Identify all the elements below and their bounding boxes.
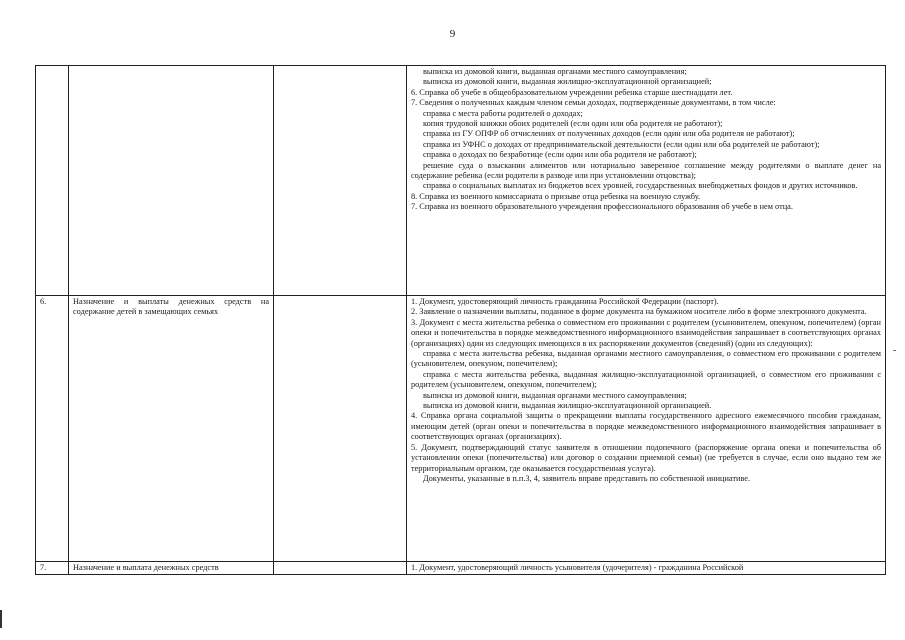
table-row bbox=[36, 66, 886, 296]
doc-line: решение суда о взыскании алиментов или нотариально заверенное соглашение между родителями о выплате денег на содержание ребенка (если родители в разводе или при установлении отцовства); bbox=[411, 160, 881, 181]
service-name-cell bbox=[69, 66, 274, 296]
service-name-cell: Назначение и выплаты денежных средств на содержание детей в замещающих семьях bbox=[69, 296, 274, 562]
documents-cell bbox=[407, 562, 886, 575]
doc-line: 7. Сведения о полученных каждым членом семьи доходах, подтвержденные документами, в том числе: bbox=[411, 98, 776, 108]
documents-cell bbox=[407, 66, 886, 296]
row-number-cell: 6. bbox=[36, 296, 69, 562]
scan-edge-mark bbox=[0, 610, 2, 628]
blank-cell bbox=[274, 296, 407, 562]
doc-line: 3. Документ с места жительства ребенка о совместном его проживании с родителем (усыновителем, опекуном, попечителем) (орган опеки и попечительства в порядке межведомственного информационного взаимодействия запрашивает в соответствующих органах (организациях) один из следующих имеющихся в их распоряжении документов (сведений) (один из следующих): bbox=[411, 317, 881, 348]
doc-line: 1. Документ, удостоверяющий личность гражданина Российской Федерации (паспорт). bbox=[411, 297, 719, 306]
row-number-cell bbox=[36, 66, 69, 296]
documents-cell bbox=[407, 296, 886, 562]
service-name-cell: Назначение и выплата денежных средств bbox=[69, 562, 274, 575]
doc-line: 1. Документ, удостоверяющий личность усыновителя (удочерителя) - гражданина Российской bbox=[411, 563, 744, 572]
doc-line: справка из УФНС о доходах от предпринимательской деятельности (если один или оба родителей не работают); bbox=[423, 139, 820, 149]
doc-line: выписка из домовой книги, выданная жилищно-эксплуатационной организацией. bbox=[423, 401, 712, 411]
doc-line: выписка из домовой книги, выданная жилищно-эксплуатационной организацией; bbox=[423, 77, 712, 87]
doc-line: справка о доходах по безработице (если один или оба родителя не работают); bbox=[423, 150, 697, 160]
page-number: 9 bbox=[449, 28, 456, 40]
blank-cell bbox=[274, 562, 407, 575]
doc-line: 4. Справка органа социальной защиты о прекращении выплаты государственного адресного ежемесячного пособия гражданам, имеющим детей (орган опеки и попечительства в порядке межведомственного информационного взаимодействия запрашивает в соответствующих органах (организациях). bbox=[411, 411, 881, 442]
doc-line: справка с места жительства ребенка, выданная жилищно-эксплуатационной организацией, о совместном его проживании с родителем (усыновителем, опекуном, попечителем); bbox=[411, 369, 881, 390]
doc-line: 2. Заявление о назначении выплаты, поданное в форме документа на бумажном носителе либо в форме электронного документа. bbox=[411, 307, 867, 317]
scan-margin-dot bbox=[893, 350, 896, 351]
doc-line: 5. Документ, подтверждающий статус заявителя в отношении подопечного (распоряжение органа опеки и попечительства об установлении опеки (попечительства) или договор о создании приемной семьи) (не требуется в случае, если оно выдано тем же территориальным органом, где оказывается государственная услуга). bbox=[411, 442, 881, 473]
doc-line: справка с места работы родителей о доходах; bbox=[423, 108, 583, 118]
services-table bbox=[35, 65, 886, 575]
doc-line: выписка из домовой книги, выданная органами местного самоуправления; bbox=[423, 67, 687, 76]
row-number-cell: 7. bbox=[36, 562, 69, 575]
doc-line: копия трудовой книжки обоих родителей (если один или оба родителя не работают); bbox=[423, 119, 723, 129]
doc-line: справка с места жительства ребенка, выданная органами местного самоуправления, о совместном его проживании с родителем (усыновителем, опекуном, попечителем); bbox=[411, 349, 881, 369]
doc-line: 7. Справка из военного образовательного учреждения профессионального образования об учебе в нем отца. bbox=[411, 202, 793, 212]
doc-line: выписка из домовой книги, выданная органами местного самоуправления; bbox=[423, 390, 687, 400]
blank-cell bbox=[274, 66, 407, 296]
table-row bbox=[36, 562, 886, 575]
doc-line: 6. Справка об учебе в общеобразовательном учреждении ребенка старше шестнадцати лет. bbox=[411, 87, 733, 97]
doc-line: Документы, указанные в п.п.3, 4, заявитель вправе представить по собственной инициативе. bbox=[423, 473, 751, 483]
doc-line: справка из ГУ ОПФР об отчислениях от полученных доходов (если один или оба родителя не работают); bbox=[423, 129, 795, 139]
doc-line: справка о социальных выплатах из бюджетов всех уровней, государственных внебюджетных фондов и других источников. bbox=[423, 181, 858, 191]
doc-line: 8. Справка из военного комиссариата о призыве отца ребенка на военную службу. bbox=[411, 191, 701, 201]
table-row bbox=[36, 296, 886, 562]
